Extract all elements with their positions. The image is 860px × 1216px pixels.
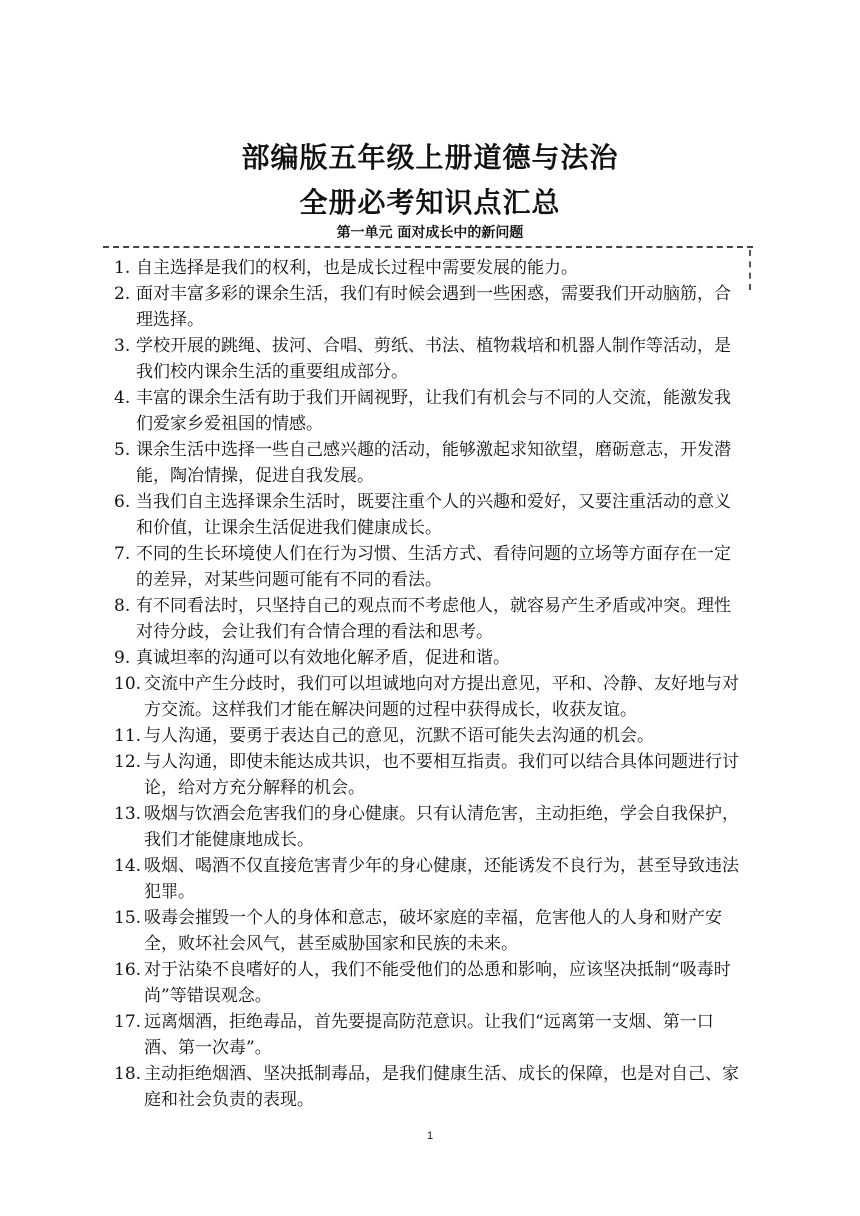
list-item xyxy=(114,385,744,437)
list-item xyxy=(114,1061,744,1113)
item-text: 与人沟通，即使未能达成共识，也不要相互指责。我们可以结合具体问题进行讨论，给对方充分解释的机会。 xyxy=(144,752,739,798)
item-number: 12. xyxy=(114,752,142,772)
item-text: 不同的生长环境使人们在行为习惯、生活方式、看待问题的立场等方面存在一定的差异，对某些问题可能有不同的看法。 xyxy=(136,544,731,590)
list-item xyxy=(114,593,744,645)
list-item xyxy=(114,645,744,671)
item-number: 4. xyxy=(114,388,131,408)
item-number: 1. xyxy=(114,258,131,278)
item-text: 学校开展的跳绳、拔河、合唱、剪纸、书法、植物栽培和机器人制作等活动，是我们校内课余生活的重要组成部分。 xyxy=(136,336,731,382)
document-title: 部编版五年级上册道德与法治 xyxy=(241,141,619,174)
item-number: 15. xyxy=(114,908,142,928)
item-text: 与人沟通，要勇于表达自己的意见，沉默不语可能失去沟通的机会。 xyxy=(144,726,654,746)
unit-heading: 第一单元 面对成长中的新问题 xyxy=(336,225,524,241)
item-text: 远离烟酒，拒绝毒品，首先要提高防范意识。让我们“远离第一支烟、第一口酒、第一次毒”。 xyxy=(144,1012,714,1058)
list-item xyxy=(114,437,744,489)
item-number: 9. xyxy=(114,648,131,668)
list-item xyxy=(114,801,744,853)
item-number: 8. xyxy=(114,596,131,616)
item-number: 7. xyxy=(114,544,131,564)
knowledge-point-list xyxy=(114,255,744,1113)
document-subtitle: 全册必考知识点汇总 xyxy=(299,186,561,219)
item-text: 对于沾染不良嗜好的人，我们不能受他们的怂恿和影响，应该坚决抵制“吸毒时尚”等错误观念。 xyxy=(144,960,731,1006)
item-text: 真诚坦率的沟通可以有效地化解矛盾，促进和谐。 xyxy=(136,648,510,668)
list-item xyxy=(114,333,744,385)
list-item xyxy=(114,281,744,333)
item-number: 16. xyxy=(114,960,142,980)
list-item xyxy=(114,1009,744,1061)
item-text: 吸毒会摧毁一个人的身体和意志，破坏家庭的幸福，危害他人的人身和财产安全，败坏社会风气，甚至威胁国家和民族的未来。 xyxy=(144,908,722,954)
item-number: 2. xyxy=(114,284,131,304)
item-number: 14. xyxy=(114,856,142,876)
list-item xyxy=(114,957,744,1009)
item-text: 课余生活中选择一些自己感兴趣的活动，能够激起求知欲望，磨砺意志，开发潜能，陶冶情操，促进自我发展。 xyxy=(136,440,731,486)
item-text: 丰富的课余生活有助于我们开阔视野，让我们有机会与不同的人交流，能激发我们爱家乡爱祖国的情感。 xyxy=(136,388,731,434)
item-text: 交流中产生分歧时，我们可以坦诚地向对方提出意见，平和、冷静、友好地与对方交流。这样我们才能在解决问题的过程中获得成长，收获友谊。 xyxy=(144,674,739,720)
item-text: 有不同看法时，只坚持自己的观点而不考虑他人，就容易产生矛盾或冲突。理性对待分歧，会让我们有合情合理的看法和思考。 xyxy=(136,596,731,642)
list-item xyxy=(114,723,744,749)
item-number: 3. xyxy=(114,336,131,356)
item-text: 当我们自主选择课余生活时，既要注重个人的兴趣和爱好，又要注重活动的意义和价值，让课余生活促进我们健康成长。 xyxy=(136,492,731,538)
page-number: 1 xyxy=(426,1130,434,1142)
list-item xyxy=(114,749,744,801)
dashed-divider-right xyxy=(749,250,751,290)
list-item xyxy=(114,541,744,593)
item-number: 6. xyxy=(114,492,131,512)
dashed-divider xyxy=(103,246,753,248)
list-item xyxy=(114,905,744,957)
item-number: 18. xyxy=(114,1064,142,1084)
item-text: 面对丰富多彩的课余生活，我们有时候会遇到一些困惑，需要我们开动脑筋，合理选择。 xyxy=(136,284,731,330)
item-number: 17. xyxy=(114,1012,142,1032)
item-text: 主动拒绝烟酒、坚决抵制毒品，是我们健康生活、成长的保障，也是对自己、家庭和社会负责的表现。 xyxy=(144,1064,739,1110)
item-text: 自主选择是我们的权利，也是成长过程中需要发展的能力。 xyxy=(136,258,578,278)
list-item xyxy=(114,671,744,723)
item-number: 10. xyxy=(114,674,142,694)
item-text: 吸烟、喝酒不仅直接危害青少年的身心健康，还能诱发不良行为，甚至导致违法犯罪。 xyxy=(144,856,739,902)
list-item xyxy=(114,255,744,281)
list-item xyxy=(114,853,744,905)
item-number: 13. xyxy=(114,804,142,824)
list-item xyxy=(114,489,744,541)
item-number: 11. xyxy=(114,726,142,746)
item-text: 吸烟与饮酒会危害我们的身心健康。只有认清危害，主动拒绝，学会自我保护，我们才能健康地成长。 xyxy=(144,804,739,850)
item-number: 5. xyxy=(114,440,131,460)
